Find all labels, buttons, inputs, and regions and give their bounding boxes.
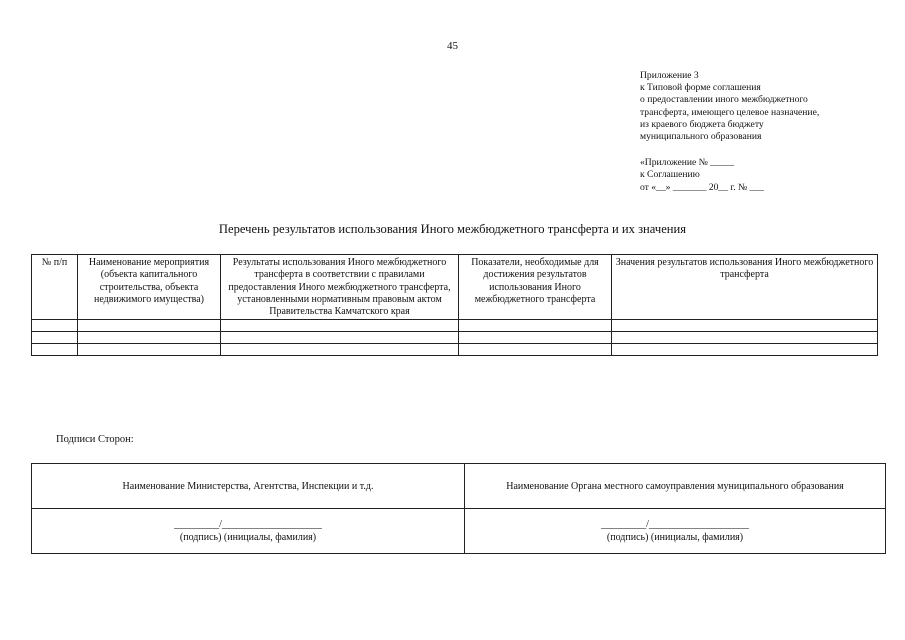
- annex-line: к Типовой форме соглашения: [640, 82, 761, 94]
- right-signature-cell: [465, 509, 886, 554]
- header-cell-event: Наименование мероприятия (объекта капитального строительства, объекта недвижимого имущества): [78, 255, 221, 320]
- signatures-header-row: [32, 464, 886, 509]
- header-cell-results: Результаты использования Иного межбюджетного трансферта в соответствии с правилами предоставления Иного межбюджетного трансферта, установленными нормативным правовым актом Правительства Камчатского края: [221, 255, 459, 320]
- header-cell-values: Значения результатов использования Иного межбюджетного трансферта: [612, 255, 878, 320]
- annex-sub-line: «Приложение № _____: [640, 157, 735, 169]
- signature-caption: (подпись) (инициалы, фамилия): [606, 532, 744, 543]
- annex-sub-line: к Соглашению: [640, 169, 700, 181]
- table-header-row: [32, 255, 878, 320]
- annex-header: [640, 70, 819, 194]
- annex-line: трансферта, имеющего целевое назначение,: [640, 106, 820, 118]
- page-number: 45: [447, 40, 458, 52]
- table-row: [32, 320, 878, 332]
- results-table: [31, 254, 878, 356]
- right-party-name: Наименование Органа местного самоуправления муниципального образования: [465, 464, 886, 509]
- annex-line: муниципального образования: [640, 131, 762, 143]
- signatures-sign-row: [32, 509, 886, 554]
- annex-line: из краевого бюджета бюджету: [640, 118, 764, 130]
- signature-caption: (подпись) (инициалы, фамилия): [179, 532, 317, 543]
- left-signature-cell: [32, 509, 465, 554]
- document-title: Перечень результатов использования Иного межбюджетного трансферта и их значения: [218, 222, 687, 236]
- annex-line: Приложение 3: [640, 70, 699, 81]
- signatures-table: [31, 463, 886, 554]
- annex-line: о предоставлении иного межбюджетного: [640, 94, 808, 106]
- signature-line: _________/____________________: [174, 519, 322, 530]
- left-party-name: Наименование Министерства, Агентства, Инспекции и т.д.: [32, 464, 465, 509]
- annex-sub-line: от «__» _______ 20__ г. № ___: [640, 181, 765, 193]
- header-cell-indicators: Показатели, необходимые для достижения результатов использования Иного межбюджетного трансферта: [459, 255, 612, 320]
- header-cell-number: № п/п: [32, 255, 78, 320]
- table-row: [32, 344, 878, 356]
- table-row: [32, 332, 878, 344]
- signature-line: _________/____________________: [601, 519, 749, 530]
- signatures-label: Подписи Сторон:: [56, 434, 134, 445]
